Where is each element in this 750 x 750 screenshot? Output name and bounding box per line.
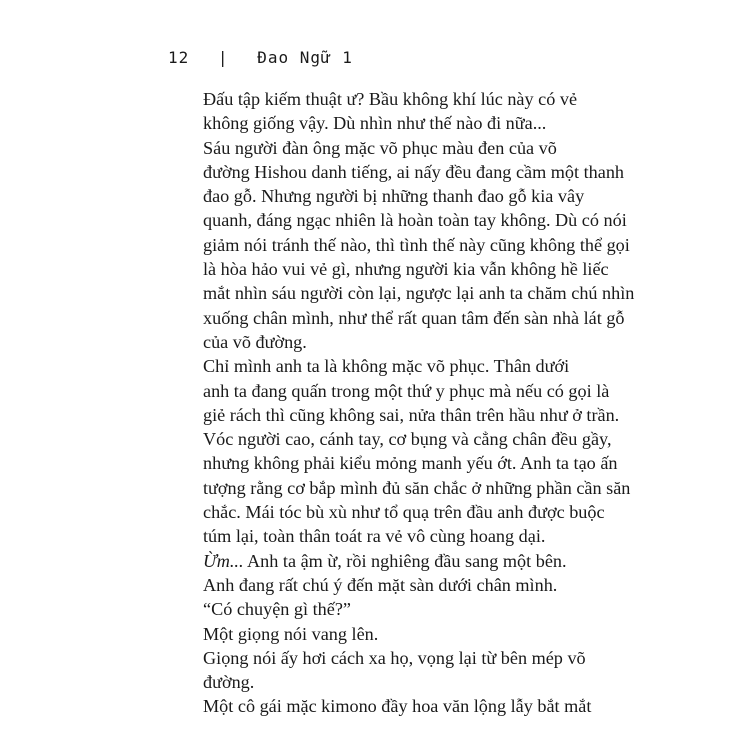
text-line: đường.	[203, 672, 255, 693]
text-line: Chỉ mình anh ta là không mặc võ phục. Thân dưới	[203, 356, 570, 377]
text-line: nhưng không phải kiểu mỏng manh yếu ớt. Anh ta tạo ấn	[203, 453, 618, 474]
text-line: của võ đường.	[203, 331, 307, 352]
paragraph	[169, 136, 635, 355]
text-run: Anh ta ậm ừ, rồi nghiêng đầu sang một bên.	[243, 550, 567, 571]
text-line: Một giọng nói vang lên.	[203, 623, 379, 644]
paragraph	[169, 694, 609, 718]
text-line: Đấu tập kiếm thuật ư? Bầu không khí lúc này có vẻ	[203, 89, 578, 109]
text-line: mắt nhìn sáu người còn lại, ngược lại anh ta chăm chú nhìn	[203, 283, 635, 304]
text-line: anh ta đang quấn trong một thứ y phục mà nếu có gọi là	[203, 380, 610, 401]
text-line: Giọng nói ấy hơi cách xa họ, vọng lại từ bên mép võ	[203, 647, 586, 668]
paragraph	[169, 354, 631, 548]
text-line: là hòa hảo vui vẻ gì, nhưng người kia vẫn không hề liếc	[203, 259, 609, 280]
paragraph	[169, 87, 609, 136]
text-line: xuống chân mình, như thể rất quan tâm đến sàn nhà lát gỗ	[203, 307, 625, 328]
text-line: giẻ rách thì cũng không sai, nửa thân trên hầu như ở trần.	[203, 404, 620, 425]
text-line: “Có chuyện gì thế?”	[203, 599, 351, 620]
running-header	[168, 48, 353, 67]
text-line: Sáu người đàn ông mặc võ phục màu đen của võ	[203, 137, 557, 158]
text-line: đường Hishou danh tiếng, ai nấy đều đang cầm một thanh	[203, 161, 625, 182]
body-text	[169, 87, 635, 719]
italic-lead: Ừm...	[203, 550, 244, 571]
paragraph	[169, 622, 609, 646]
text-line: chắc. Mái tóc bù xù như tổ quạ trên đầu anh được buộc	[203, 502, 605, 523]
text-line: quanh, đáng ngạc nhiên là hoàn toàn tay không. Dù có nói	[203, 210, 627, 231]
paragraph	[169, 646, 609, 695]
text-line: Một cô gái mặc kimono đầy hoa văn lộng lẫy bắt mắt	[203, 696, 592, 717]
text-line: đao gỗ. Nhưng người bị những thanh đao gỗ kia vây	[203, 186, 585, 207]
text-line: không giống vậy. Dù nhìn như thế nào đi nữa...	[203, 113, 547, 134]
book-title: Đao Ngữ 1	[257, 48, 353, 67]
text-line: giảm nói tránh thế nào, thì tình thế này cũng không thể gọi	[203, 234, 630, 255]
text-line	[169, 549, 609, 573]
paragraph	[169, 549, 609, 573]
text-line: túm lại, toàn thân toát ra vẻ vô cùng hoang dại.	[203, 526, 546, 547]
page-number: 12	[168, 48, 190, 67]
text-line: tượng rằng cơ bắp mình đủ săn chắc ở những phần cần săn	[203, 477, 631, 498]
header-separator: |	[217, 48, 229, 67]
paragraph	[169, 597, 609, 621]
text-line: Anh đang rất chú ý đến mặt sàn dưới chân mình.	[203, 574, 558, 595]
paragraph	[169, 573, 609, 597]
text-line: Vóc người cao, cánh tay, cơ bụng và cẳng chân đều gầy,	[203, 429, 612, 450]
